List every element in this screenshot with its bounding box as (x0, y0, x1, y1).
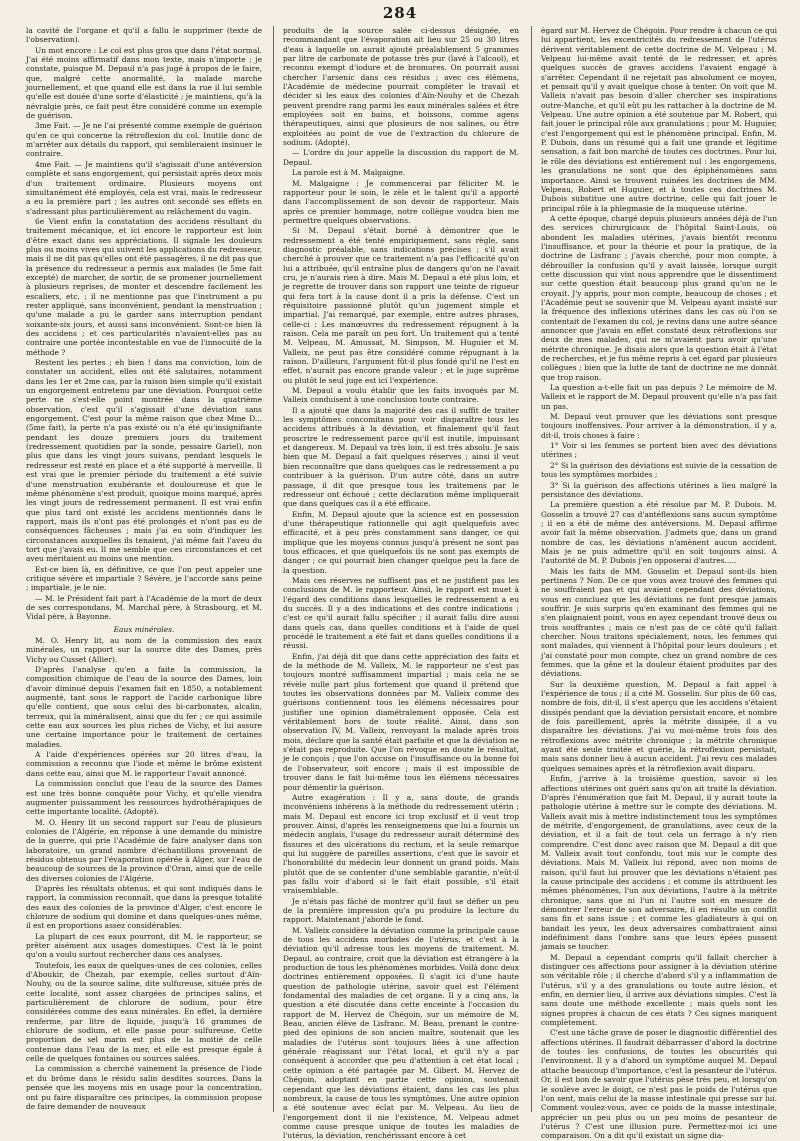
paragraph: 2° Si la guérison des déviations est suivie de la cessation de tous les symptômes morbides ; (541, 460, 777, 480)
paragraph: Il a ajouté que dans la majorité des cas il suffit de traiter les symptômes concomitans pour voir disparaître tous les accidens attribués à la déviation, et finalement qu'il faut proscrire le redressement parce qu'il est inutile, impuissant et dangereux. M. Depaul va très loin, il est très absolu. Je sais bien que M. Depaul a fait quelques réserves ; ainsi il veut bien reconnaître que dans quelques cas le redressement a pu contribuer à la guérison. D'un autre côté, dans un autre passage, il dit que presque tous les traitemens par le redresseur ont échoué ; cette déclaration même impliquerait que dans quelques cas il a été efficace. (283, 405, 519, 509)
paragraph: Enfin, M. Depaul ajoute que la science est en possession d'une thérapeutique rationnelle qui agit quelquefois avec efficacité, et à peu près constamment sans danger, ce qui implique que les moyens connus jusqu'à présent ne sont pas tous efficaces, et que quelquefois ils ne sont pas exempts de danger ; ce qui pourrait bien changer quelque peu la face de la question. (283, 509, 519, 575)
paragraph: M. Valleix considère la déviation comme la principale cause de tous les accidens morbides de l'utérus, et c'est à la déviation qu'il adresse tous les moyens de traitement. M. Depaul, au contraire, croit que la déviation est étrangère à la production de tous les phénomènes morbides. Voilà donc deux doctrines entièrement opposées. Il s'agit ici d'une haute question de pathologie utérine, savoir quel est l'élément fondamental des maladies de cet organe. Il y a cinq ans, la question a été discutée dans cette enceinte à l'occasion du rapport de M. Hervez de Chégoin, sur un mémoire de M. Beau, ancien élève de Lisfranc. M. Beau, prenant le contre-pied des opinions de son ancien maître, soutenait que les maladies de l'utérus sont toujours liées à une affection générale réagissant sur l'état local, et qu'il n'y a par conséquent à accorder que peu d'attention à cet état local ; cette opinion a été partagée par M. Gibert. M. Hervez de Chégoin, adoptant en partie cette opinion, soutenait cependant que les déviations étaient, dans les cas les plus nombreux, la cause de tous les symptômes. Une autre opinion a été soutenue avec éclat par M. Velpeau. Au lieu de l'engorgement dont il nie l'existence, M. Velpeau admet comme cause presque unique de toutes les maladies de l'utérus, la déviation, renchérissant encore à cet (283, 925, 519, 1141)
paragraph: Autre exagération : Il y a, sans doute, de grands inconvéniens inhérens à la méthode du redressement utérin ; mais M. Depaul est encore ici trop exclusif et il veut trop prouver. Ainsi, d'après les renseignemens que lui a fournis un médecin anglais, l'usage du redresseur aurait déterminé des fissures et des ulcérations du rectum, et la seule remarque qui lui suggère de pareilles assertions, c'est que le savoir et l'honorabilité du médecin leur donnent un grand poids. Mais plutôt que de se contenter d'une semblable garantie, n'eût-il pas fallu voir d'abord si le fait était possible, s'il était vraisemblable. (283, 792, 519, 896)
paragraph: la cavité de l'organe et qu'il a fallu le supprimer (texte de l'observation). (26, 26, 262, 45)
paragraph: M. Depaul a cependant compris qu'il fallait chercher à distinguer ces affections pour assigner à la déviation utérine son véritable rôle ; il cherche d'abord s'il y a inflammation de l'utérus, s'il y a des granulations ou toute autre lésion, et enfin, en dernier lieu, il arrive aux déviations simples. C'est là sans doute une méthode excellente ; mais quels sont les signes propres à chacun de ces états ? Ces signes manquent complètement. (541, 952, 777, 1028)
text-column-right (541, 26, 777, 1141)
paragraph: Si M. Depaul s'était borné à démontrer que le redressement a été tenté empiriquement, sans règle, sans diagnostic préalable, sans indications précises ; s'il avait cherché à prouver que ce traitement n'a pas l'efficacité qu'on lui a attribuée, qu'il entraîne plus de dangers qu'on ne l'avait cru, je n'aurais rien à dire. Mais M. Depaul a été plus loin, et je regrette de trouver dans son rapport une teinte de rigueur qui fera tort à la cause dont il a pris la défense. C'est un réquisitoire passionné plutôt qu'un jugement simple et impartial. J'ai remarqué, par exemple, entre autres phrases, celle-ci : Les manœuvres du redressement répugnent à la raison. Cela me paraît un peu fort. Un traitement qui a tenté M. Velpeau, M. Amussat, M. Simpson, M. Huguier et M. Valleix, ne peut pas être considéré comme répugnant à la raison. D'ailleurs, l'argument fût-il plus fondé qu'il ne l'est en effet, n'aurait pas encore grande valeur ; et le juge suprême ou plutôt le seul juge est ici l'expérience. (283, 226, 519, 385)
column-divider (531, 26, 532, 1112)
paragraph: Est-ce bien là, en définitive, ce que l'on peut appeler une critique sévère et impartiale ? Sévère, je l'accorde sans peine ; impartiale, je le nie. (26, 564, 262, 593)
paragraph: Un mot encore : Le col est plus gros que dans l'état normal. J'ai été moins affirmatif dans mon texte, mais n'importe ; je constate, puisque M. Depaul n'a pas jugé à propos de le faire, que, malgré cette anormalité, la malade marche journellement, et que quand elle est dans la rue il lui semble qu'elle est douée d'une sorte d'élasticité ; je maintiens, qu'à la névralgie près, ce fait peut être considéré comme un exemple de guérison. (26, 45, 262, 121)
paragraph: 3° Si la guérison des affections utérines a lieu malgré la persistance des déviations. (541, 480, 777, 499)
paragraph: 4me Fait. — Je maintiens qu'il s'agissait d'une antéversion complète et sans engorgement, qui persistait après deux mois d'un traitement ordinaire. Plusieurs moyens ont simultanément été employés, cela est vrai, mais le redresseur a eu la première part ; les autres ont secondé ses effets en s'adressant plus particulièrement au relâchement du vagin. (26, 159, 262, 216)
paragraph: Mais ces réserves ne suffisent pas et ne justifient pas les conclusions de M. le rapporteur. Ainsi, le rapport est muet à l'égard des conditions dans lesquelles le redressement a eu du succès. Il y a des indications et des contre indications ; c'est ce qu'il aurait fallu spécifier ; il aurait fallu dire aussi dans quels cas, dans quelles conditions et à l'aide de quel procédé le traitement a été fait et dans quelles conditions il a réussi. (283, 575, 519, 651)
paragraph: C'est une tâche grave de poser le diagnostic différentiel des affections utérines. Il faudrait débarrasser d'abord la doctrine de toutes les confusions, de toutes les obscurités qui l'environnent. Il y a d'abord un symptôme auquel M. Depaul attache beaucoup d'importance, c'est la pesanteur de l'utérus. Or, il est bon de savoir que l'utérus pèse très peu, et lorsqu'on le soulève avec le doigt, ce n'est pas le poids de l'utérus que l'on sent, mais celui de la masse intestinale qui presse sur lui. Comment voulez-vous, avec ce poids de la masse intestinale, apprécier un peu plus ou un peu moins de pesanteur de l'utérus ? C'est une illusion pure. Permettez-moi ici une comparaison. On a dit qu'il existait un signe dia- (541, 1028, 777, 1141)
paragraph: M. Malgaigne : Je commencerai par féliciter M. le rapporteur pour le soin, le zèle et le talent qu'il a apporté dans l'accomplissement de son devoir de rapporteur. Mais après ce premier hommage, notre collègue voudra bien me permettre quelques observations. (283, 178, 519, 225)
paragraph: Toutefois, les eaux de quelques-unes de ces colonies, celles d'Aboukir, de Chezah, par exemple, celles surtout d'Aïn-Nouhy, ou de la source saline, dite sulfureuse, située près de cette localité, sont assez chargées de principes salins, et particulièrement de chlorure de sodium, pour être considérées comme des eaux minérales. En effet, la dernière renferme, par litre de liquide, jusqu'à 16 grammes de chlorure de sodium, et elle passe pour sulfureuse. Cette proportion de sel marin est plus de la moitié de celle contenue dans l'eau de la mer, et elle est presque égale à celle de quelques fontaines ou sources salées. (26, 960, 262, 1064)
paragraph: 3me Fait. — Je ne l'ai présenté comme exemple de guérison qu'en ce qui concerne la rétroflexion du col. Inutile donc de m'arrêter aux détails du rapport, qui sembleraient insinuer le contraire. (26, 121, 262, 159)
paragraph: A l'aide d'expériences opérées sur 20 litres d'eau, la commission a reconnu que l'iode et même le brôme existent dans cette eau, ainsi que M. le rapporteur l'avait annoncé. (26, 750, 262, 778)
paragraph: A cette époque, chargé depuis plusieurs années déjà de l'un des services chirurgicaux de l'hôpital Saint-Louis, où abondent les maladies utérines, j'avais bientôt reconnu l'insuffisance, et pour la théorie et pour la pratique, de la doctrine de Lisfranc ; j'avais cherché, pour mon compte, à débrouiller la confusion qu'il y avait laissée, lorsque surgit cette discussion qui vint nous apprendre que le dissentiment sur cette question était beaucoup plus grand qu'on ne le croyait. J'y appris, pour mon compte, beaucoup de choses ; et l'Académie peut se souvenir que M. Velpeau ayant insisté sur la fréquence des inflexions utérines dans les cas où l'on se contentait de l'examen du col, je revins dans une autre séance annoncer que j'avais en effet constaté deux rétroflexions sur deux de mes malades, qui ne m'avaient paru avoir qu'une métrite chronique. Je disais alors que la question était à l'état de recherches, et je fus même repris à cet égard par plusieurs collègues ; bien que la lutte de tant de doctrine ne me donnât que trop raison. (541, 213, 777, 382)
paragraph: La question a-t-elle fait un pas depuis ? Le mémoire de M. Valleix et le rapport de M. Depaul prouvent qu'elle n'a pas fait un pas. (541, 383, 777, 411)
text-column-middle (283, 26, 519, 1141)
paragraph: La parole est à M. Malgaigne. (292, 168, 406, 178)
paragraph: 6e Vient enfin la constatation des accidens résultant du traitement mécanique, et ici encore le rapporteur est loin d'être exact dans ses appréciations. Il signale les douleurs plus ou moins vives qui suivent les applications du redresseur, mais il ne dit pas qu'elles ont été passagères, il ne dit pas que la présence du redresseur a permis aux malades (le 5me fait excepté) de marcher, de sortir, de se promener journellement à plusieurs reprises, de monter et descendre facilement les escaliers, etc. ; il ne mentionne pas que l'instrument a pu rester appliqué, sans inconvénient, pendant la menstruation ; qu'une malade a pu le garder sans interruption pendant soixante-six jours, et aussi sans inconvénient. Sont-ce bien là des accidens ; et ces particularités n'avaient-elles pas au contraire une portée incontestable en vue de l'innocuité de la méthode ? (26, 216, 262, 357)
paragraph: Enfin, j'arrive à la troisième question, savoir si les affections utérines ont guéri sans qu'on ait traité la déviation. D'après l'énumération que fait M. Depaul, il y aurait toute la pathologie utérine à mettre sur le compte des déviations. M. Valleix avait mis à mettre indistinctement tous les symptômes de métrite, d'engorgement, de granulations, avec ceux de la déviation, et il a fait de tout cela un ferrago à n'y rien comprendre. C'est donc avec raison que M. Depaul a dit que M. Valleix avait tout confondu, tout mis sur le compte des déviations. Mais M. Valleix lui répond, avec non moins de raison, qu'il faut lui prouver que les déviations n'étaient pas la cause principale des accidens ; et comme ils attribuent les mêmes phénomènes, l'un aux déviations, l'autre à la métrite chronique, sans que ni l'un ni l'autre soit en mesure de démontrer l'erreur de son adversaire, il en résulte un conflit sans fin et sans issue ; et comme les gladiateurs à qui on bandait les yeux, les deux adversaires combattraient ainsi indéfiniment dans l'ombre sans que leurs épées pussent jamais se toucher. (541, 774, 777, 952)
paragraph: Enfin, j'ai déjà dit que dans cette appréciation des faits et de la méthode de M. Valleix, M. le rapporteur ne s'est pas toujours montré suffisamment impartial ; mais cela ne se révèle nulle part plus fortement que quand il prétend que toutes les observations données par M. Valleix comme des guérisons contiennent tous les élémens nécessaires pour justifier une opinion diamétralement opposée. Cela est véritablement hors de toute réalité. Ainsi, dans son observation IV, M. Valleix, renvoyant la malade après trois mois, déclare que la santé était parfaite et que la déviation ne s'était pas reproduite. Que l'on révoque en doute le résultat, je le conçois ; que l'on accuse on l'insuffisance ou la bonne foi de l'observateur, soit encore ; mais il est impossible de trouver dans le fait lui-même tous les élémens nécessaires pour démentir la guérison. (283, 651, 519, 792)
paragraph: La première question a été résolue par M. P. Dubois. M. Gosselin a trouvé 27 cas d'antéflexions sans aucun symptôme ; il en a été de même des antéversions. M. Depaul affirme avoir fait la même observation. J'admets que, dans un grand nombre de cas, les déviations n'amènent aucun accident. Mais je ne puis admettre qu'il en soit toujours ainsi. A l'autorité de M. P. Dubois j'en opposerai d'autres..... (541, 500, 777, 566)
paragraph: D'après les résultats obtenus, et qui sont indiqués dans le rapport, la commission reconnaît, que dans la presque totalité des eaux des colonies de la province d'Alger, c'est encore le chlorure de sodium qui domine et dans quelques-unes même, il est en proportions assez considérables. (26, 883, 262, 931)
paragraph: D'après l'analyse qu'en a faite la commission, la composition chimique de l'eau de la source des Dames, loin d'avoir diminué depuis l'examen fait en 1850, a notablement augmenté, tant sous le rapport de l'acide carbonique libre qu'elle contient, que sous celui des bi-carbonates, alcalin, terreux, qui la minéralisent, ainsi que du fer ; ce qui assimile cette eau aux sources les plus riches de Vichy, et lui assure une certaine importance pour le traitement de certaines maladies. (26, 665, 262, 749)
paragraph: Mais les faits de MM. Gosselin et Depaul sont-ils bien pertinens ? Non. De ce que vous avez trouvé des femmes qui ne souffraient pas et qui avaient cependant des déviations, vous en concluez que les déviations ne font presque jamais souffrir. Je suis surpris qu'en examinant des femmes qui ne s'en plaignaient point, vous en ayez cependant trouvé deux ou trois souffrantes ; mais ce n'est pas de ce côté qu'il fallait chercher. Nous traitons spécialement, nous, les femmes qui sont malades, qui viennent à l'hôpital pour leurs douleurs ; et j'ai constaté pour mon compte, chez un grand nombre de ces femmes, que la gêne et la douleur étaient produites par des déviations. (541, 566, 777, 679)
paragraph: égard sur M. Hervez de Chégoin. Pour rendre à chacun ce qui lui appartient, les excentricités du redressement de l'utérus dérivent véritablement de cette doctrine de M. Velpeau ; M. Velpeau lui-même avait tenté de le redresser, et après quelques succès de graves accidens l'avaient engagé à s'arrêter. Cependant il ne rejetait pas absolument ce moyen, et pensait qu'il y avait quelque chose à tenter. On voit que M. Valleix n'avait pas besoin d'aller chercher ses inspirations outre-Manche, et qu'il eût pu les rattacher à la doctrine de M. Velpeau. Une autre opinion a été soutenue par M. Robert, qui fait jouer le principal rôle aux granulations ; pour M. Huguier, c'est l'engorgement qui est le phénomène principal. Enfin, M. P. Dubois, dans un résumé qui a fait une grande et légitime sensation, a fait bon marché de toutes ces doctrines. Pour lui, le rôle des déviations est entièrement nul : les engorgemens, les granulations ne sont que des épiphénomènes sans importance. Ainsi se trouvent ruinées les doctrines de MM. Velpeau, Robert et Huguier, et à toutes ces doctrines M. Dubois substitue une autre doctrine, celle qui fait jouer le principal rôle à la phlegmasie de la muqueuse utérine. (541, 26, 777, 213)
paragraph: Je n'étais pas fâché de montrer qu'il faut se défier un peu de la première impression qu'a pu produire la lecture du rapport. Maintenant j'aborde le fond. (283, 896, 519, 925)
paragraph: La plupart de ces eaux pourront, dit M. le rapporteur, se prêter aisément aux usages domestiques. C'est là le point qu'on a voulu surtout rechercher dans ces analyses. (26, 931, 262, 960)
paragraph: M. O. Henry lit, au nom de la commission des eaux minérales, un rapport sur la source dite des Dames, près Vichy ou Cusset (Allier). (26, 636, 262, 664)
paragraph: produits de la source salée ci-dessus désignée, en recommandant que l'évaporation ait lieu sur 25 ou 30 litres d'eau à laquelle on aurait ajouté préalablement 5 grammes par litre de carbonate de potasse très pur (lavé à l'alcool), et reconnu exempt d'iodure et de bromures. On pourrait aussi chercher l'arsenic dans ces résidus ; avec ces élémens, l'Académie de médecine pourrait compléter le travail et décider si les eaux des colonies d'Aïn-Nouhy et de Chezah peuvent prendre rang parmi les eaux minérales salées et être employées soit en bains, et boissons, comme agens thérapeutiques, ainsi que plusieurs de nos salines, ou être exploitées au point de vue de l'extraction du chlorure de sodium. (Adopté). (283, 26, 519, 148)
paragraph: M. Depaul veut prouver que les déviations sont presque toujours inoffensives. Pour arriver à la démonstration, il y a, dit-il, trois choses à faire : (541, 412, 777, 440)
paragraph: La commission a cherché vainement la présence de l'iode et du brôme dans le résidu salin desdites sources. Dans la pensée que les moyens mis en usage pour la concentration, ont pu faire disparaître ces principes, la commission propose de faire demander de nouveaux (26, 1064, 262, 1111)
paragraph: M. O. Henry lit un second rapport sur l'eau de plusieurs colonies de l'Algérie, en réponse à une demande du ministre de la guerre, qui prie l'Académie de faire analyser dans son laboratoire, un grand nombre d'échantillons provenant de résidus obtenus par l'évaporation opérée à Alger, sur l'eau de beaucoup de sources de la province d'Oran, ainsi que de celle des diverses colonies de l'Algérie. (26, 817, 262, 883)
text-column-left (26, 26, 262, 1116)
page-number: 284 (382, 4, 418, 22)
section-heading: Eaux minérales. (113, 624, 175, 634)
paragraph: — L'ordre du jour appelle la discussion du rapport de M. Depaul. (283, 148, 519, 167)
paragraph: — M. le Président fait part à l'Académie de la mort de deux de ses correspondans, M. Marchal père, à Strasbourg, et M. Vidal père, à Bayonne. (26, 593, 262, 622)
paragraph: Sur la deuxième question, M. Depaul a fait appel à l'expérience de tous ; il a cité M. Gosselin. Sur plus de 60 cas, nombre de fois, dit-il, il s'est aperçu que les accidens s'étaient dissipés pendant que la déviation persistait encore, et nombre de fois pareillement, après la métrite dissipée, il a vu disparaître les déviations. J'ai vu moi-même trois fois des rétroflexions avec métrite chronique ; la métrite chronique ayant été seule traitée et guérie, la rétroflexion persistait, mais sans donner lieu à aucun accident. J'ai revu ces malades quelques semaines après et la rétroflexion avait disparu. (541, 679, 777, 773)
column-divider (273, 26, 274, 1112)
paragraph: M. Depaul a voulu établir que les faits invoqués par M. Valleix conduisent à une conclusion toute contraire. (283, 386, 519, 405)
paragraph: 1° Voir si les femmes se portent bien avec des déviations utérines ; (541, 441, 777, 460)
paragraph: Restent les pertes ; eh bien ! dans ma conviction, loin de constater un accident, elles ont été salutaires, notamment dans les 1er et 2me cas, par la raison bien simple qu'il existait un engorgement entretenu par une déviation. Pourquoi cette perte ne s'est-elle point montrée dans la quatrième observation, c'est qu'il s'agissait d'une déviation sans engorgement. C'est pour la même raison que chez Mme D... (5me fait), la perte n'a pas existé ou n'a été qu'insignifiante pendant les douze premiers jours du traitement (redressement quotidien par la sonde, pessaire Gariel), non plus que dans les vingt jours suivans, pendant lesquels le redresseur est resté en place et a été supporté à merveille. Il est vrai que le premier période du traitement a été suivie d'une menstruation exubérante et douloureuse et que le même phénomène s'est produit, quoique moins marqué, après les vingt jours de redressement permanent. Il est vrai enfin que plus tard ont existé les accidens mentionnés dans le rapport, mais ils n'ont pas été prolongés et n'ont pas eu de conséquences fâcheuses ; mais j'ai eu soin d'indiquer les circonstances auxquelles ils tenaient, j'ai même fait l'aveu du tort que j'avais eu. Il me semble que ces circonstances et cet aveu méritaient au moins une mention. (26, 358, 262, 564)
paragraph: La commission conclut que l'eau de la source des Dames est une très bonne conquête pour Vichy, et qu'elle viendra augmenter puissamment les ressources hydrothérapiques de cette importante localité. (Adopté). (26, 779, 262, 817)
